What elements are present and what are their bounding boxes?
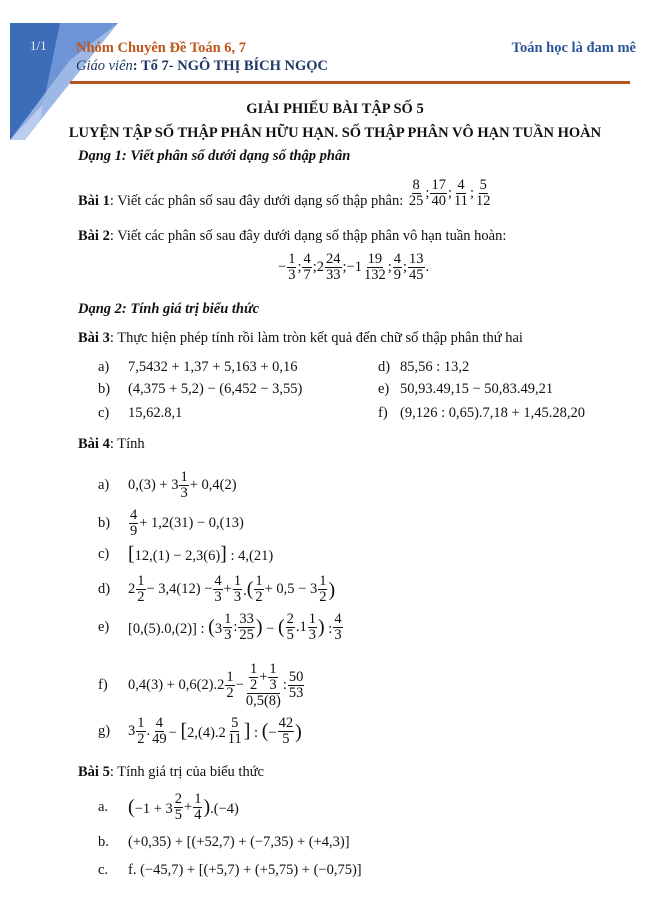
bai2-text: : Viết các phân số sau đây dưới dạng số thập phân vô hạn tuần hoàn: — [109, 228, 507, 244]
bai4-item-c: c) [12,(1) − 2,3(6)] : 4,(21) — [98, 543, 274, 565]
bai1-label: Bài 1 — [78, 193, 110, 210]
bai4-item-e: e) [0,(5).0,(2)] : (3 $\frac{1}{3}$ : $\frac{33}{25}$ ) − ( $\frac{2}{5}$ .1 $\frac{1}{3}$ ) : $\frac{4}{3}$ — [98, 611, 342, 644]
exercise-bai2 — [78, 228, 506, 245]
page-number: 1/1 — [30, 38, 47, 53]
bai3-item-d: d) 85,56 : 13,2 — [378, 359, 470, 375]
bai3-item-b: b) (4,375 + 5,2) − (6,452 − 3,55) — [98, 381, 303, 397]
bai4-label: Bài 4 — [78, 436, 110, 452]
bai2-label: Bài 2 — [78, 228, 110, 244]
section-heading-dang2: Dạng 2: Tính giá trị biểu thức — [78, 301, 260, 317]
bai4-item-g: g) 3 $\frac{1}{2}$ . $\frac{4}{49}$ − [2,(4).2 $\frac{5}{11}$ ] : (− $\frac{42}{5}$ ) — [98, 715, 302, 748]
bai4-item-b: b) $\frac{4}{9}$ + 1,2(31) − 0,(13) — [98, 507, 244, 540]
bai3-item-f: f) (9,126 : 0,65).7,18 + 1,45.28,20 — [378, 405, 585, 421]
bai4-item-d: d) 2 $\frac{1}{2}$ − 3,4(12) − $\frac{4}{3}$ + $\frac{1}{3}$ .( $\frac{1}{2}$ + 0,5 − 3 $\frac{1}{2}$ ) — [98, 573, 336, 606]
bai3-label: Bài 3 — [78, 330, 110, 346]
bai5-item-a: a. (−1 + 3 $\frac{2}{5}$ + $\frac{1}{4}$ ).(−4) — [98, 791, 239, 824]
bai3-item-c: c) 15,62.8,1 — [98, 405, 183, 421]
exercise-bai4 — [78, 436, 145, 453]
exercise-bai5 — [78, 764, 264, 781]
document-title: GIẢI PHIẾU BÀI TẬP SỐ 5 — [246, 101, 424, 117]
bai1-fractions: $\frac{8}{25}$ ; $\frac{17}{40}$ ; $\frac{4}{11}$ ; $\frac{5}{12}$ — [408, 177, 491, 210]
bai4-text: : Tính — [109, 436, 145, 452]
fraction: $\frac{5}{12}$ — [475, 177, 491, 210]
bai2-expression: − $\frac{1}{3}$ ; $\frac{4}{7}$ ;2 $\frac{24}{33}$ ;−1 $\frac{19}{132}$ ; $\frac{4}{9}$ ; $\frac{13}{45}$ . — [278, 251, 430, 284]
document-subtitle: LUYỆN TẬP SỐ THẬP PHÂN HỮU HẠN. SỐ THẬP PHÂN VÔ HẠN TUẦN HOÀN — [68, 125, 602, 141]
header-group-name: Nhóm Chuyên Đề Toán 6, 7 — [76, 40, 247, 56]
teacher-label: Giáo viên — [76, 58, 133, 74]
exercise-bai1 — [78, 177, 492, 217]
header-motto: Toán học là đam mê — [511, 40, 636, 56]
bai1-text: : Viết các phân số sau đây dưới dạng số thập phân: — [109, 193, 407, 210]
section-heading-dang1: Dạng 1: Viết phân số dưới dạng số thập phân — [78, 148, 351, 164]
bai3-item-e: e) 50,93.49,15 − 50,83.49,21 — [378, 381, 554, 397]
header-divider — [70, 81, 630, 84]
exercise-bai3 — [78, 330, 523, 347]
bai3-item-a: a) 7,5432 + 1,37 + 5,163 + 0,16 — [98, 359, 298, 375]
fraction: $\frac{17}{40}$ — [431, 177, 446, 210]
fraction: $\frac{8}{25}$ — [408, 177, 424, 210]
teacher-name: : Tổ 7- NGÔ THỊ BÍCH NGỌC — [132, 58, 329, 74]
bai4-item-f: f) 0,4(3) + 0,6(2).2 $\frac{1}{2}$ − $\frac{1}{2}$ + $\frac{1}{3}$ 0,5(8) : $\frac{50}{53}$ — [98, 661, 304, 710]
bai3-text: : Thực hiện phép tính rồi làm tròn kết quả đến chữ số thập phân thứ hai — [109, 330, 523, 346]
header-teacher — [76, 58, 328, 75]
bai5-text: : Tính giá trị của biểu thức — [109, 764, 264, 780]
bai4-item-a: a) 0,(3) + 3 $\frac{1}{3}$ + 0,4(2) — [98, 469, 237, 502]
bai5-item-b: b. (+0,35) + [(+52,7) + (−7,35) + (+4,3)] — [98, 834, 350, 850]
bai5-item-c: c. f. (−45,7) + [(+5,7) + (+5,75) + (−0,75)] — [98, 862, 362, 878]
bai5-label: Bài 5 — [78, 764, 110, 780]
fraction: $\frac{4}{11}$ — [453, 177, 468, 210]
